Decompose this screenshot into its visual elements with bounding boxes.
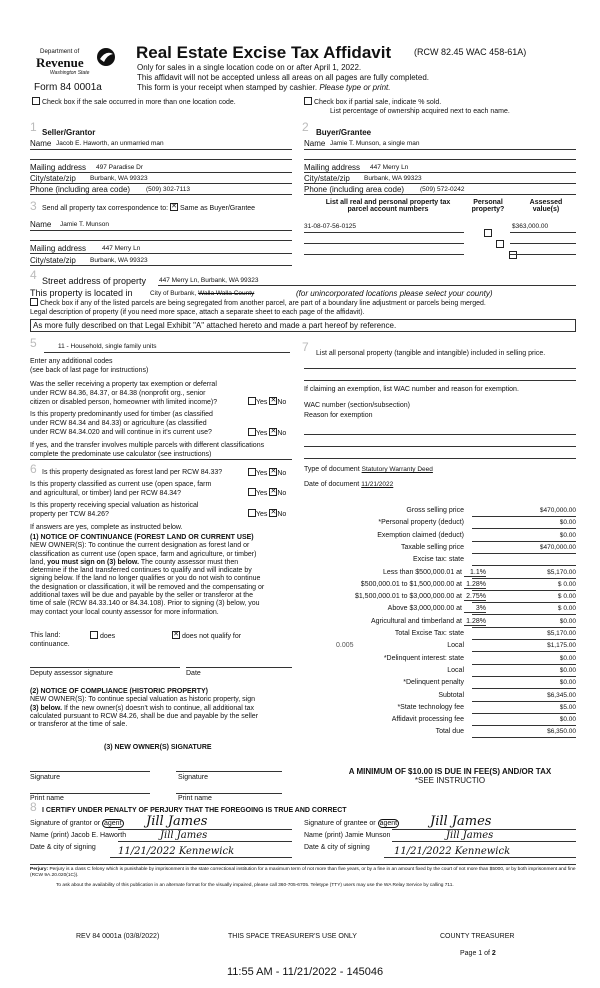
tax-row <box>300 654 582 666</box>
land-use-field[interactable]: 11 - Household, single family units <box>58 343 157 350</box>
same-as-buyer-checkbox[interactable]: ✕ <box>171 203 177 210</box>
corr-name-label: Name <box>30 220 52 229</box>
corr-addr-field[interactable]: 447 Merry Ln <box>102 245 141 252</box>
new-owner-signature-heading: (3) NEW OWNER(S) SIGNATURE <box>104 744 212 751</box>
segregated-checkbox[interactable] <box>30 298 38 306</box>
legal-label: Legal description of property (if you need more space, attach a separate sheet to each page of the affidavit). <box>30 309 365 316</box>
doc-date-field[interactable]: 11/21/2022 <box>361 481 394 488</box>
tax-row-value[interactable]: $6,350.00 <box>472 728 576 738</box>
this-land-label: This land: <box>30 632 61 639</box>
buyer-phone-field[interactable]: (509) 572-0242 <box>420 186 465 193</box>
corr-same-label: Same as Buyer/Grantee <box>179 204 256 212</box>
q2-line-c: under RCW 84.34.020 and will continue in it's current use? <box>30 429 212 436</box>
grantee-sig-label: Signature of grantee or <box>304 820 376 827</box>
header-line-2: This affidavit will not be accepted unless all areas on all pages are fully completed. <box>137 73 430 82</box>
tax-row-value[interactable]: $5.00 <box>472 704 576 714</box>
tax-row-label: *Delinquent penalty <box>403 679 464 687</box>
q1-line-a: Was the seller receiving a property tax exemption or deferral <box>30 381 217 388</box>
q1-line-c: citizen or disabled person, homeowner with limited income)? <box>30 399 218 406</box>
rcw-reference: (RCW 82.45 WAC 458-61A) <box>414 47 527 57</box>
seller-name-field[interactable]: Jacob E. Haworth, an unmarried man <box>56 140 164 147</box>
wac-label: WAC number (section/subsection) <box>304 402 410 409</box>
location-note: (for unincorporated locations please select your county) <box>296 289 493 298</box>
seller-phone-label: Phone (including area code) <box>30 185 131 194</box>
s6-q3-line-b: property per TCW 84.26? <box>30 511 109 518</box>
q2-line-b: under RCW 84.34 and 84.33) or agriculture (as classified <box>30 420 207 427</box>
minimum-notice: A MINIMUM OF $10.00 IS DUE IN FEE(S) AND/OR TAX <box>348 767 552 776</box>
owner-sig-label-2: Signature <box>178 774 208 781</box>
tax-row-label: Gross selling price <box>406 507 464 514</box>
tax-row <box>300 568 582 580</box>
buyer-phone-label: Phone (including area code) <box>304 185 405 194</box>
notice-compliance: (2) NOTICE OF COMPLIANCE (HISTORIC PROPERTY) NEW OWNER(S): To continue special valuation as historic property, sign (3) below. If the new owner(s) doesn't wish to continue, all additional tax calculated pursuant to RCW 84.26, shall be due and payable by the seller or transferor at the time of sale. <box>30 688 259 729</box>
tax-row-label: $500,000.01 to $1,500,000.00 at <box>360 580 462 588</box>
revenue-swoosh-icon <box>96 46 116 68</box>
section-1-number: 1 <box>30 120 37 134</box>
rev-number: REV 84 0001a (03/8/2022) <box>76 933 160 940</box>
multi-location-label: Check box if the sale occurred in more than one location code. <box>41 98 236 106</box>
tax-row-value[interactable]: $ 0.00 <box>472 581 576 591</box>
tax-row-value[interactable]: $ 0.00 <box>472 605 576 615</box>
parcel-row-1[interactable]: 31-08-07-56-0125 <box>304 223 357 230</box>
revenue-logo <box>32 42 118 80</box>
grantee-date-hand[interactable]: 11/21/2022 Kennewick <box>394 846 511 857</box>
tax-row <box>300 691 582 703</box>
legal-description-field[interactable]: As more fully described on that Legal Exhibit "A" attached hereto and made a part hereof by reference. <box>30 319 576 332</box>
notice-continuance: (1) NOTICE OF CONTINUANCE (FOREST LAND OR CURRENT USE) NEW OWNER(S): To continue the current designation as forest land or classification as current use (open space, farm and agriculture, or timber) land, you must sign on (3) below. The county assessor must then determine if the land transferred continues to qualify and will indicate by signing below. If the land no longer qualifies or you do not wish to continue the designation or classification, it will be removed and the compensating or additional taxes will be due and payable by the seller or transferor at the time of sale (RCW 84.33.140 or 84.34.108). Prior to signing (3) below, you may contact your local county assessor for more information. <box>30 534 265 616</box>
section-3-number: 3 <box>30 199 37 213</box>
corr-name-field[interactable]: Jamie T. Munson <box>60 221 110 228</box>
buyer-addr-field[interactable]: 447 Merry Ln <box>370 164 409 171</box>
tax-row <box>300 715 582 727</box>
logo-revenue: Revenue <box>36 55 84 70</box>
reason-label: Reason for exemption <box>304 412 373 419</box>
tax-row <box>300 666 582 678</box>
additional-codes-note: (see back of last page for instructions) <box>30 367 149 374</box>
q1-line-b: under RCW 84.36, 84.37, or 84.38 (nonprofit org., senior <box>30 390 206 397</box>
grantor-date-label: Date & city of signing <box>30 844 96 851</box>
street-field[interactable]: 447 Merry Ln, Burbank, WA 99323 <box>159 277 259 284</box>
s6-q1: Is this property designated as forest land per RCW 84.33? <box>42 469 223 476</box>
tax-row-rate: 1.1% <box>464 569 486 577</box>
tax-row-value[interactable]: $0.00 <box>472 667 576 677</box>
page-number: Page 1 of <box>460 950 490 957</box>
corr-city-field[interactable]: Burbank, WA 99323 <box>90 257 148 264</box>
tax-row-value[interactable]: $0.00 <box>472 618 576 628</box>
assessed-header: Assessed value(s) <box>529 199 563 213</box>
tax-row <box>300 592 582 604</box>
s6-q2-no-checkbox[interactable]: ✕ <box>270 488 277 495</box>
owner-print-label-1: Print name <box>30 795 64 802</box>
grantor-signature[interactable]: Jill James <box>146 814 208 829</box>
grantor-agent-circled: agent <box>104 820 122 827</box>
s6-q3-no-checkbox[interactable]: ✕ <box>270 509 277 516</box>
section-6-number: 6 <box>30 462 37 476</box>
land-does-not-checkbox[interactable]: ✕ <box>173 631 179 638</box>
page-total: 2 <box>491 950 496 957</box>
grantee-signature[interactable]: Jill James <box>430 814 492 829</box>
q3-line-a: If yes, and the transfer involves multiple parcels with different classifications <box>30 442 265 449</box>
tax-row-label: Taxable selling price <box>400 543 464 551</box>
s6-q2-line-a: Is this property classified as current use (open space, farm <box>30 481 212 488</box>
availability-text: To ask about the availability of this publication in an alternate format for the visually impaired, please call 360-705-6705. Teletype (TTY) users may use the WA Relay Service by calling 711. <box>56 883 454 888</box>
additional-codes-label: Enter any additional codes <box>30 358 113 365</box>
tax-row-label: Affidavit processing fee <box>391 716 464 724</box>
tax-row <box>300 703 582 715</box>
personal-header: Personal property? <box>471 199 505 213</box>
s6-q1-yes-checkbox[interactable] <box>248 468 256 476</box>
grantor-print-name: Name (print) Jacob E. Haworth <box>30 832 127 839</box>
tax-row-value[interactable]: $0.00 <box>472 519 576 529</box>
seller-name-label: Name <box>30 139 52 148</box>
logo-state: Washington State <box>50 70 90 76</box>
tax-row-value[interactable] <box>472 556 576 566</box>
seller-addr-field[interactable]: 497 Paradise Dr <box>96 164 143 171</box>
tax-row-value[interactable]: $470,000.00 <box>472 507 576 517</box>
certify-heading: I CERTIFY UNDER PENALTY OF PERJURY THAT THE FOREGOING IS TRUE AND CORRECT <box>42 807 347 814</box>
see-instructions: *SEE INSTRUCTIO <box>414 776 486 785</box>
grantor-date-hand[interactable]: 11/21/2022 Kennewick <box>118 846 235 857</box>
header-line-3b: Please type or print. <box>319 83 391 92</box>
timestamp-stamp: 11:55 AM - 11/21/2022 - 145046 <box>227 966 384 978</box>
q2-line-a: Is this property predominantly used for timber (as classified <box>30 411 213 418</box>
location-field[interactable]: City of Burbank, <box>150 290 197 297</box>
tax-row <box>300 604 582 616</box>
corr-city-label: City/state/zip <box>30 256 76 265</box>
s6-q2-yes-checkbox[interactable] <box>248 488 256 496</box>
q1-no-checkbox[interactable]: ✕ <box>270 397 277 404</box>
tax-row-value[interactable]: $0.00 <box>472 679 576 689</box>
tax-row-label: Local <box>447 666 464 674</box>
page-title: Real Estate Excise Tax Affidavit <box>136 43 392 62</box>
form-number: Form 84 0001a <box>34 82 102 93</box>
tax-row-value[interactable]: $470,000.00 <box>472 544 576 554</box>
assessed-value-1[interactable]: $363,000.00 <box>512 223 549 230</box>
tax-row <box>300 678 582 690</box>
tax-row <box>300 506 582 518</box>
location-label: This property is located in <box>30 288 133 298</box>
buyer-city-field[interactable]: Burbank, WA 99323 <box>364 175 422 182</box>
if-yes-note: If answers are yes, complete as instructed below. <box>30 524 183 531</box>
tax-row-label: Above $3,000,000.00 at <box>387 605 462 613</box>
tax-row-local-rate: 0.005 <box>336 642 354 650</box>
tax-row <box>300 727 582 739</box>
tax-row-value[interactable]: $5,170.00 <box>472 630 576 640</box>
tax-row-value[interactable]: $0.00 <box>472 716 576 726</box>
s6-q1-no-checkbox[interactable]: ✕ <box>270 468 277 475</box>
corr-label: Send all property tax correspondence to: <box>42 204 169 212</box>
seller-heading: Seller/Grantor <box>42 128 96 137</box>
owner-print-label-2: Print name <box>178 795 212 802</box>
tax-row-label: Less than $500,000.01 at <box>382 568 462 576</box>
section-5-number: 5 <box>30 336 37 350</box>
tax-row-label: *State technology fee <box>397 703 464 711</box>
personal-property-label: List all personal property (tangible and intangible) included in selling price. <box>316 350 546 357</box>
grantor-sig-label: Signature of grantor or <box>30 820 101 827</box>
tax-row-rate: 2.75% <box>464 593 486 601</box>
tax-row <box>300 617 582 629</box>
location-strike: Walla Walla County <box>198 290 255 297</box>
buyer-name-label: Name <box>304 139 326 148</box>
exemption-label: If claiming an exemption, list WAC number and reason for exemption. <box>304 386 519 393</box>
header-line-3: This form is your receipt when stamped by cashier. <box>137 83 318 92</box>
q2-yes-checkbox[interactable] <box>248 428 256 436</box>
tax-row-label: Agricultural and timberland at <box>370 617 462 625</box>
section-4-number: 4 <box>30 268 37 282</box>
treasurer-space-label: THIS SPACE TREASURER'S USE ONLY <box>228 933 357 940</box>
partial-sale-checkbox[interactable] <box>304 97 312 105</box>
tax-row-value[interactable]: $0.00 <box>472 655 576 665</box>
tax-row-label: Subtotal <box>438 691 464 699</box>
segregated-label: Check box if any of the listed parcels are being segregated from another parcel, are part of a boundary line adjustment or parcels being merged. <box>39 299 486 307</box>
buyer-heading: Buyer/Grantee <box>316 128 372 137</box>
street-label: Street address of property <box>42 276 147 286</box>
tax-row-value[interactable]: $ 0.00 <box>472 593 576 603</box>
s6-q2-line-b: and agricultural, or timber) land per RCW 84.34? <box>30 490 181 497</box>
q3-line-b: complete the predominate use calculator (see instructions) <box>30 451 212 458</box>
doc-date-label: Date of document <box>304 481 360 488</box>
partial-sale-label: Check box if partial sale, indicate % sold. <box>313 98 442 106</box>
owner-sig-label-1: Signature <box>30 774 60 781</box>
tax-row-rate: 3% <box>464 605 486 613</box>
tax-row-rate: 1.28% <box>464 581 486 589</box>
tax-row-label: $1,500,000.01 to $3,000,000.00 at <box>354 593 462 601</box>
s6-q3-yes-checkbox[interactable] <box>248 509 256 517</box>
header-line-1: Only for sales in a single location code on or after April 1, 2022. <box>137 63 362 72</box>
land-does-checkbox[interactable] <box>90 631 98 639</box>
logo-dept: Department of <box>40 48 80 55</box>
tax-row-label: Total due <box>435 728 464 736</box>
continuance-label: continuance. <box>30 641 70 648</box>
buyer-addr-label: Mailing address <box>304 163 361 172</box>
tax-row-value[interactable]: $6,345.00 <box>472 692 576 702</box>
tax-row <box>300 543 582 555</box>
seller-addr-label: Mailing address <box>30 163 87 172</box>
seller-city-label: City/state/zip <box>30 174 76 183</box>
buyer-name-field[interactable]: Jamie T. Munson, a single man <box>330 140 420 147</box>
section-7-number: 7 <box>302 340 309 354</box>
tax-row-label: *Delinquent interest: state <box>383 654 464 662</box>
corr-addr-label: Mailing address <box>30 244 87 253</box>
s6-q3-line-a: Is this property receiving special valuation as historical <box>30 502 199 509</box>
q2-no-checkbox[interactable]: ✕ <box>270 428 277 435</box>
tax-row <box>300 580 582 592</box>
tax-row-rate: 1.28% <box>464 618 486 626</box>
personal-checkbox-1[interactable] <box>484 229 492 237</box>
tax-row-label: *Personal property (deduct) <box>378 519 464 527</box>
county-treasurer-label: COUNTY TREASURER <box>440 933 515 940</box>
tax-row-label: Local <box>447 642 464 650</box>
deputy-signature-label: Deputy assessor signature <box>30 670 113 677</box>
grantee-print-hand[interactable]: Jill James <box>446 830 494 841</box>
multi-location-checkbox[interactable] <box>32 97 40 105</box>
tax-row <box>300 641 582 653</box>
grantee-agent-circled: agent <box>379 820 398 827</box>
personal-checkbox-2[interactable] <box>496 240 504 248</box>
deputy-date-label: Date <box>186 670 201 677</box>
grantee-print-name: Name (print) Jamie Munson <box>304 832 391 839</box>
tax-row-label: Excise tax: state <box>413 556 464 564</box>
perjury-text: Perjury is a class C felony which is punishable by imprisonment in the state correctional institution for a maximum term of not more than five years, or by a fine in an amount fixed by the court of not more than $5000, or by both imprisonment and fine (RCW 9A.20.020(1C)). <box>30 867 576 878</box>
grantor-print-hand[interactable]: Jill James <box>160 830 208 841</box>
tax-row <box>300 518 582 530</box>
tax-row-value[interactable]: $0.00 <box>472 532 576 542</box>
tax-row-value[interactable]: $1,175.00 <box>472 642 576 652</box>
seller-city-field[interactable]: Burbank, WA 99323 <box>90 175 148 182</box>
section-2-number: 2 <box>302 120 309 134</box>
tax-row <box>300 629 582 641</box>
section-8-number: 8 <box>30 800 37 814</box>
q1-yes-checkbox[interactable] <box>248 397 256 405</box>
tax-row-label: Exemption claimed (deduct) <box>377 531 464 539</box>
parcels-header: List all real and personal property tax parcel account numbers <box>325 199 451 213</box>
partial-sale-note: List percentage of ownership acquired next to each name. <box>330 108 510 115</box>
tax-row-label: Total Excise Tax: state <box>394 630 464 637</box>
tax-row <box>300 531 582 543</box>
grantee-date-label: Date & city of signing <box>304 844 370 851</box>
buyer-city-label: City/state/zip <box>304 174 350 183</box>
tax-row-value[interactable]: $5,170.00 <box>472 569 576 579</box>
doc-type-label: Type of document <box>304 466 360 473</box>
perjury-label: Perjury: <box>30 867 49 872</box>
doc-type-field[interactable]: Statutory Warranty Deed <box>361 466 433 473</box>
seller-phone-field[interactable]: (509) 302-7113 <box>146 186 190 193</box>
tax-row <box>300 555 582 567</box>
